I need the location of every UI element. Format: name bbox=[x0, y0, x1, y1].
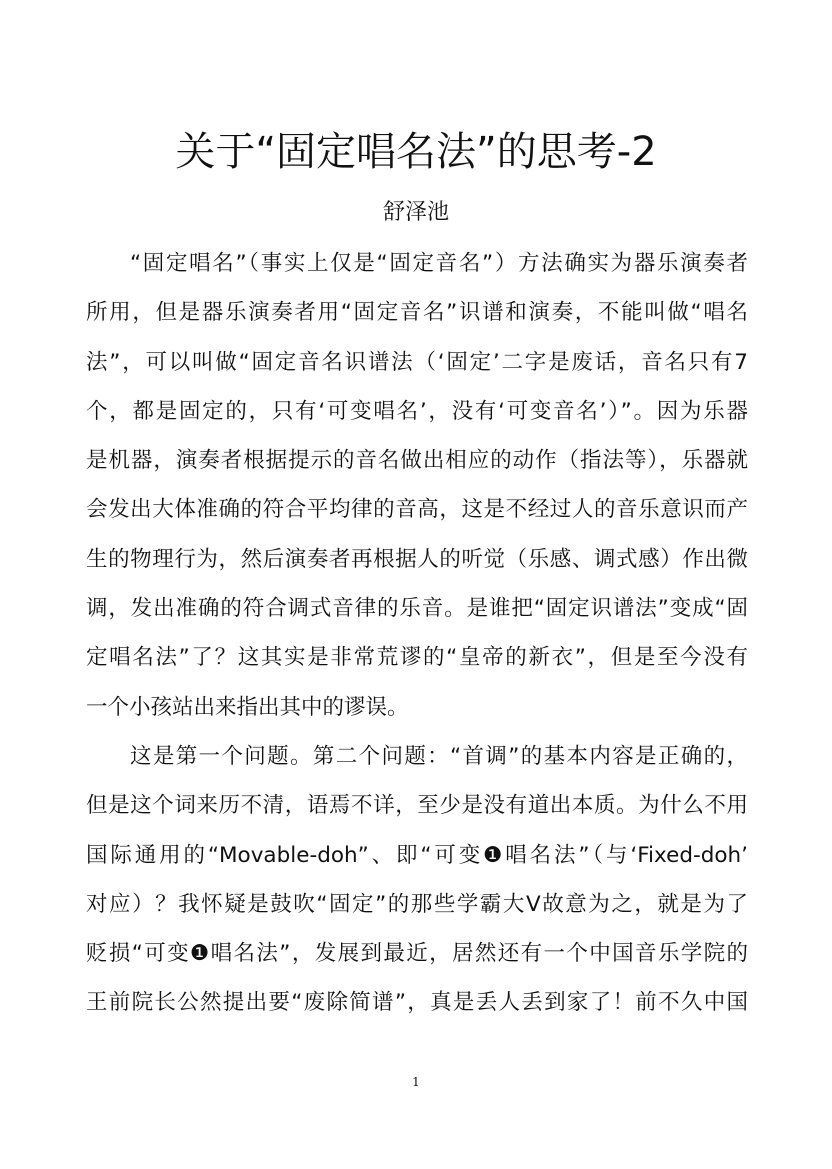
text-line: 但是这个词来历不清，语焉不详，至少是没有道出本质。为什么不用 bbox=[86, 793, 748, 819]
text-line: 生的物理行为，然后演奏者再根据人的听觉（乐感、调式感）作出微 bbox=[86, 546, 748, 572]
text-line: 法”，可以叫做“固定音名识谱法（‘固定’二字是废话，音名只有7 bbox=[86, 349, 748, 375]
text-line: 会发出大体准确的符合平均律的音高，这是不经过人的音乐意识而产 bbox=[86, 497, 748, 523]
text-line: 对应）？我怀疑是鼓吹“固定”的那些学霸大V故意为之，就是为了 bbox=[86, 891, 748, 917]
text-line: “固定唱名”（事实上仅是“固定音名”）方法确实为器乐演奏者 bbox=[130, 251, 748, 276]
text-line: 是机器，演奏者根据提示的音名做出相应的动作（指法等），乐器就 bbox=[86, 448, 748, 474]
paragraph bbox=[86, 244, 748, 737]
text-line: 所用，但是器乐演奏者用“固定音名”识谱和演奏，不能叫做“唱名 bbox=[86, 300, 748, 326]
text-line: 国际通用的“Movable-doh”、即“可变❶唱名法”（与‘Fixed-doh’ bbox=[86, 842, 748, 868]
document-title: 关于“固定唱名法”的思考-2 bbox=[175, 129, 657, 175]
document-body bbox=[86, 244, 748, 1033]
text-line: 这是第一个问题。第二个问题：“首调”的基本内容是正确的， bbox=[130, 743, 748, 769]
author-name: 舒泽池 bbox=[382, 200, 449, 225]
text-line: 贬损“可变❶唱名法”，发展到最近，居然还有一个中国音乐学院的 bbox=[86, 941, 748, 967]
text-line: 定唱名法”了？这其实是非常荒谬的“皇帝的新衣”，但是至今没有 bbox=[86, 645, 748, 671]
text-line: 一个小孩站出来指出其中的谬误。 bbox=[86, 694, 409, 720]
text-line: 个，都是固定的，只有‘可变唱名’，没有‘可变音名’）”。因为乐器 bbox=[86, 398, 748, 424]
text-line: 调，发出准确的符合调式音律的乐音。是谁把“固定识谱法”变成“固 bbox=[86, 596, 748, 622]
text-line: 王前院长公然提出要“废除简谱”，真是丢人丢到家了！前不久中国 bbox=[86, 990, 748, 1016]
page-number: 1 bbox=[412, 1075, 420, 1089]
paragraph bbox=[86, 737, 748, 1033]
